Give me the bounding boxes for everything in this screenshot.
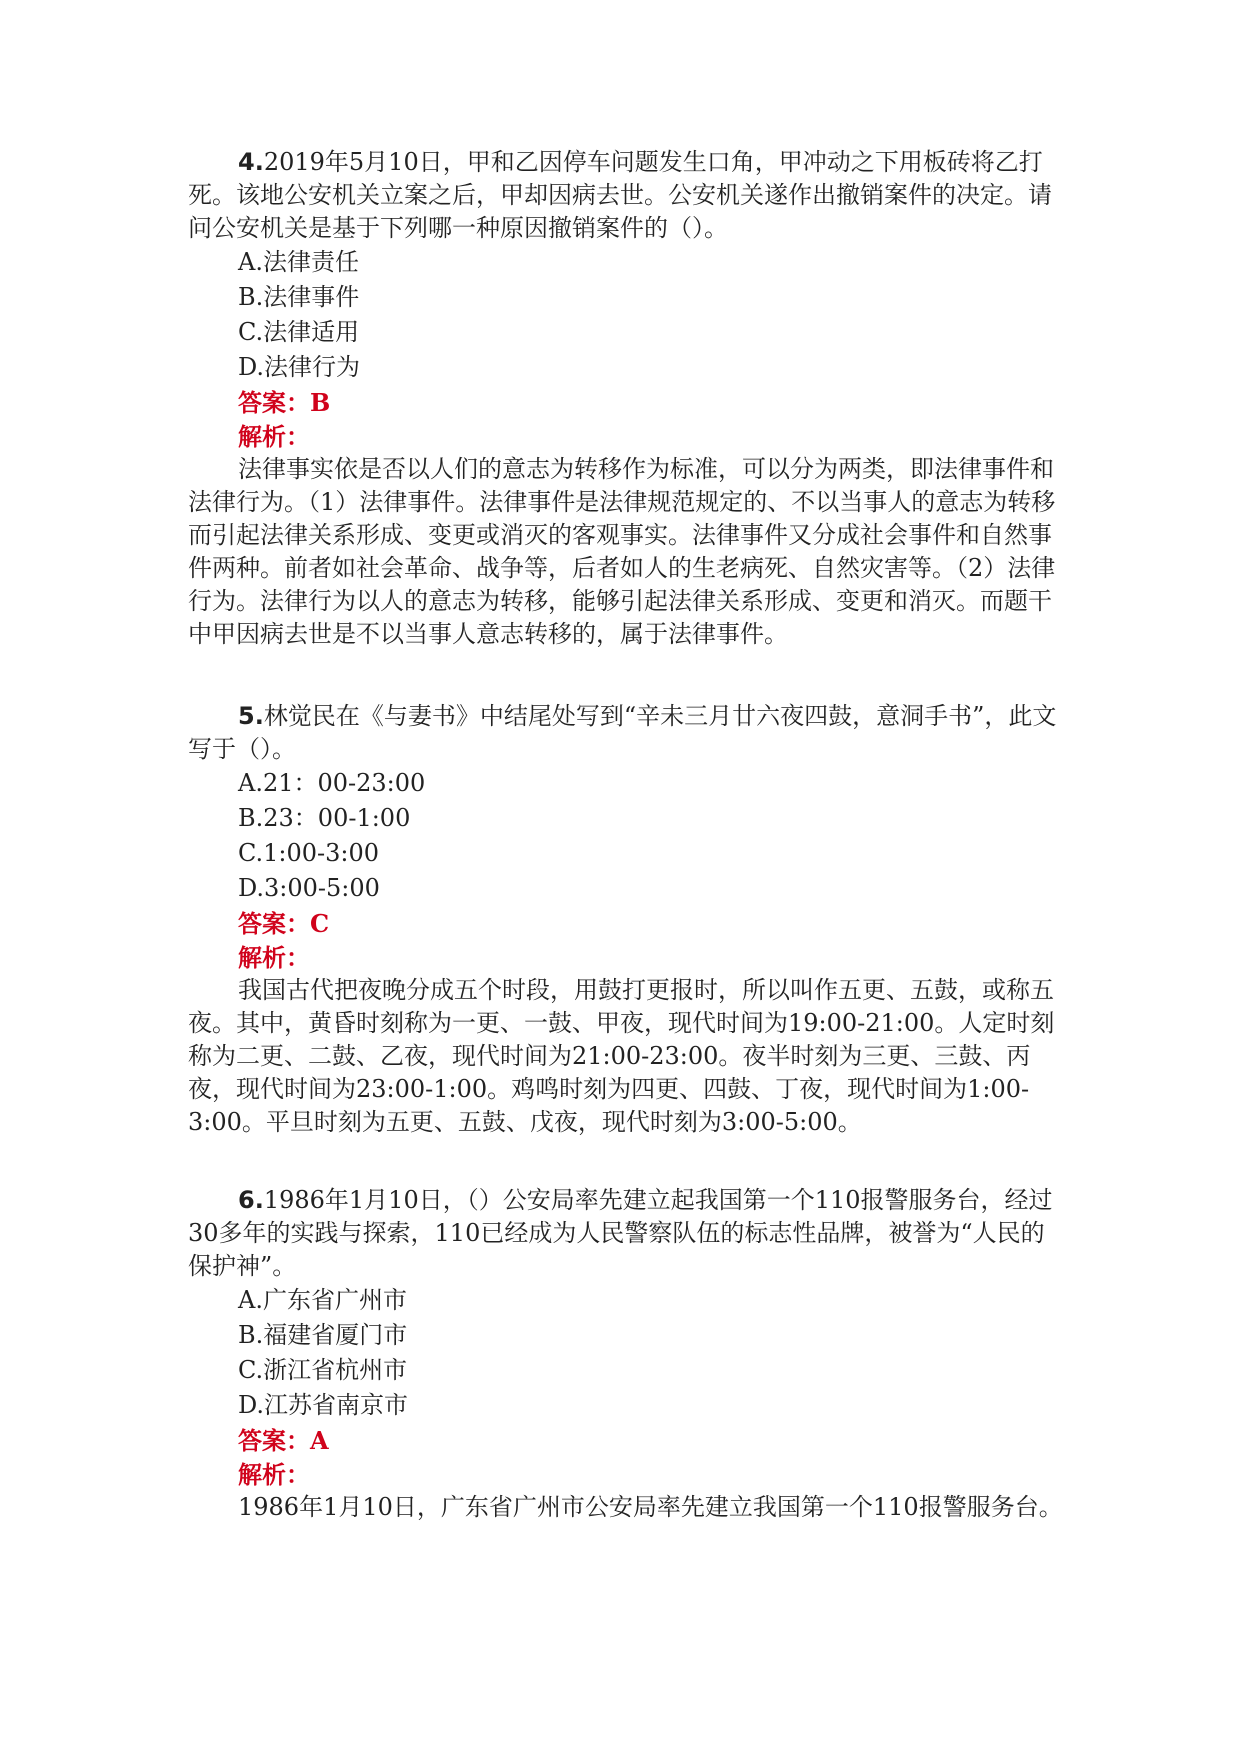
option-c: C.浙江省杭州市 [238, 1356, 408, 1384]
answer: 答案：A [238, 1426, 329, 1455]
option-a: A.21：00-23:00 [238, 769, 426, 797]
question-stem [188, 700, 1068, 766]
option-c: C.1:00-3:00 [238, 839, 380, 867]
question-6 [188, 1184, 1068, 1524]
question-text: 2019年5月10日，甲和乙因停车问题发生口角，甲冲动之下用板砖将乙打死。该地公安机关立案之后，甲却因病去世。公安机关遂作出撤销案件的决定。请问公安机关是基于下列哪一种原因撤销案件的（）。 [188, 148, 1052, 242]
explanation-text: 我国古代把夜晚分成五个时段，用鼓打更报时，所以叫作五更、五鼓，或称五夜。其中，黄昏时刻称为一更、一鼓、甲夜，现代时间为19:00-21:00。人定时刻称为二更、二鼓、乙夜，现代时间为21:00-23:00。夜半时刻为三更、三鼓、丙夜，现代时间为23:00-1:00。鸡鸣时刻为四更、四鼓、丁夜，现代时间为1:00-3:00。平旦时刻为五更、五鼓、戊夜，现代时刻为3:00-5:00。 [188, 976, 1055, 1136]
option-a: A.广东省广州市 [238, 1286, 407, 1314]
explanation-label: 解析： [238, 943, 310, 972]
question-stem [188, 146, 1068, 245]
answer: 答案：C [238, 909, 330, 938]
option-d: D.江苏省南京市 [238, 1391, 409, 1419]
question-number: 5. [238, 702, 264, 730]
option-a: A.法律责任 [238, 248, 359, 276]
question-text: 林觉民在《与妻书》中结尾处写到“辛未三月廿六夜四鼓，意洞手书”，此文写于（）。 [188, 702, 1057, 763]
explanation-label: 解析： [238, 422, 310, 451]
explanation-text: 1986年1月10日，广东省广州市公安局率先建立我国第一个110报警服务台。 [238, 1493, 1063, 1521]
answer: 答案：B [238, 388, 331, 417]
option-d: D.法律行为 [238, 353, 361, 381]
question-4 [188, 146, 1068, 651]
option-b: B.福建省厦门市 [238, 1321, 408, 1349]
question-text: 1986年1月10日，（）公安局率先建立起我国第一个110报警服务台，经过30多年的实践与探索，110已经成为人民警察队伍的标志性品牌，被誉为“人民的保护神”。 [188, 1186, 1053, 1280]
option-b: B.法律事件 [238, 283, 360, 311]
option-b: B.23：00-1:00 [238, 804, 411, 832]
explanation-label: 解析： [238, 1460, 310, 1489]
question-5 [188, 700, 1068, 1139]
question-number: 4. [238, 148, 264, 176]
option-c: C.法律适用 [238, 318, 360, 346]
explanation-text: 法律事实依是否以人们的意志为转移作为标准，可以分为两类，即法律事件和法律行为。（1）法律事件。法律事件是法律规范规定的、不以当事人的意志为转移而引起法律关系形成、变更或消灭的客观事实。法律事件又分成社会事件和自然事件两种。前者如社会革命、战争等，后者如人的生老病死、自然灾害等。（2）法律行为。法律行为以人的意志为转移，能够引起法律关系形成、变更和消灭。而题干中甲因病去世是不以当事人意志转移的，属于法律事件。 [188, 455, 1056, 648]
question-number: 6. [238, 1186, 264, 1214]
option-d: D.3:00-5:00 [238, 874, 380, 902]
question-stem [188, 1184, 1068, 1283]
